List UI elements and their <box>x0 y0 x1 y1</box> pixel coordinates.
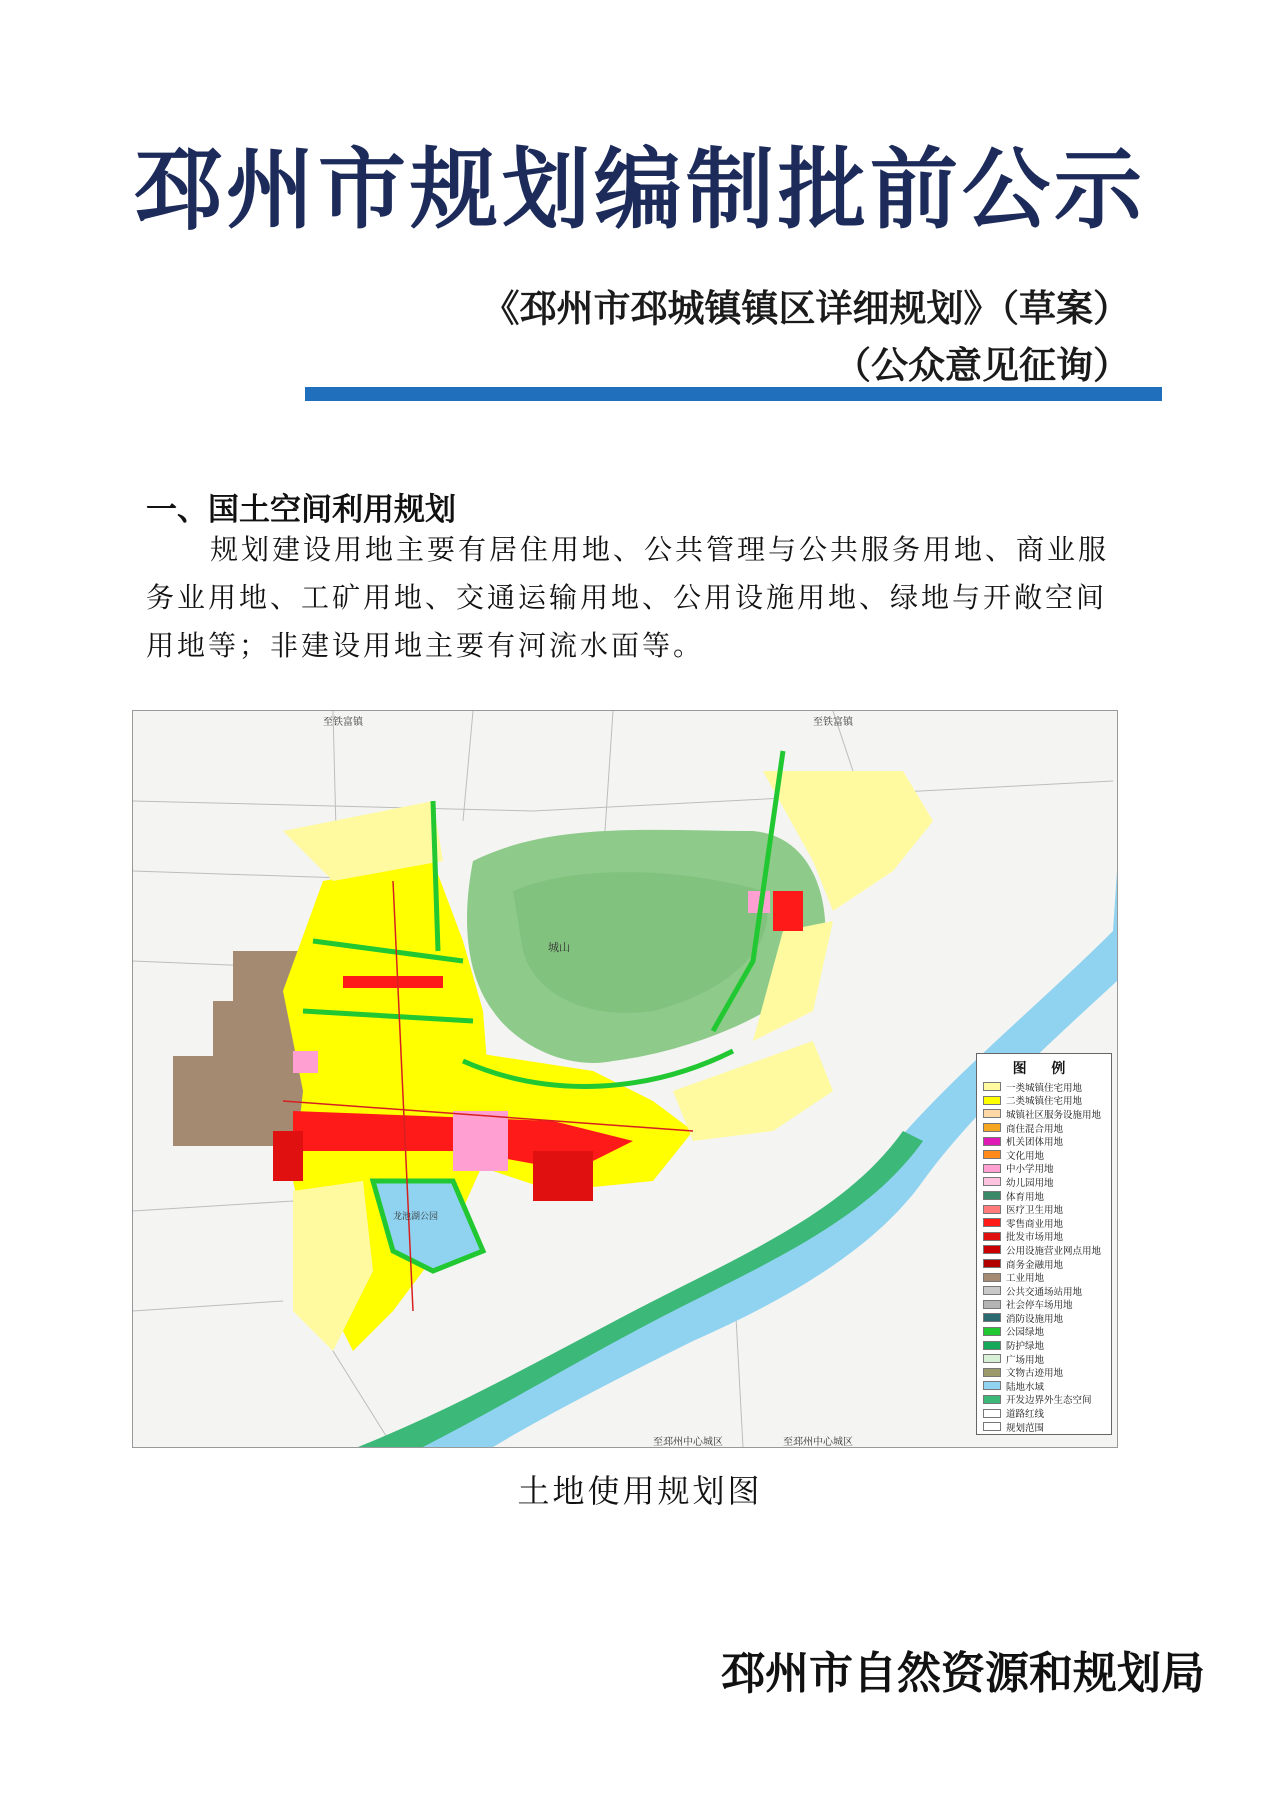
legend-label: 道路红线 <box>1006 1409 1045 1421</box>
legend-label: 幼儿园用地 <box>1006 1177 1054 1189</box>
legend-item <box>977 1216 1111 1230</box>
legend-label: 防护绿地 <box>1006 1341 1045 1353</box>
legend-item <box>977 1298 1111 1312</box>
legend-swatch <box>983 1286 1001 1295</box>
legend-swatch <box>983 1137 1001 1146</box>
page-title: 邳州市规划编制批前公示 <box>133 137 1146 241</box>
legend-swatch <box>983 1327 1001 1336</box>
legend-item <box>977 1311 1111 1325</box>
title-divider <box>305 387 1162 401</box>
legend-swatch <box>983 1164 1001 1173</box>
legend-label: 文物古迹用地 <box>1006 1368 1064 1380</box>
legend-label: 公共交通场站用地 <box>1006 1286 1083 1298</box>
legend-title: 图 例 <box>1012 1061 1076 1077</box>
legend-label: 社会停车场用地 <box>1006 1300 1073 1312</box>
legend-swatch <box>983 1232 1001 1241</box>
legend-item <box>977 1379 1111 1393</box>
legend-label: 规划范围 <box>1006 1422 1045 1434</box>
legend-item <box>977 1325 1111 1339</box>
map-label-north-west: 至铁富镇 <box>323 717 363 728</box>
legend-label: 体育用地 <box>1006 1191 1045 1203</box>
legend-swatch <box>983 1150 1001 1159</box>
legend-item <box>977 1230 1111 1244</box>
legend-swatch <box>983 1300 1001 1309</box>
legend-label: 消防设施用地 <box>1006 1313 1064 1325</box>
legend-item <box>977 1107 1111 1121</box>
legend-swatch <box>983 1109 1001 1118</box>
legend-swatch <box>983 1341 1001 1350</box>
plan-name: 《邳州市邳城镇镇区详细规划》（草案） <box>482 286 1130 330</box>
legend-item <box>977 1406 1111 1420</box>
legend-item <box>977 1393 1111 1407</box>
legend-swatch <box>983 1218 1001 1227</box>
legend-label: 医疗卫生用地 <box>1006 1205 1064 1217</box>
legend-item <box>977 1202 1111 1216</box>
map-label-north-east: 至铁富镇 <box>813 717 853 728</box>
legend-swatch <box>983 1273 1001 1282</box>
legend-swatch <box>983 1395 1001 1404</box>
legend-swatch <box>983 1082 1001 1091</box>
legend-item <box>977 1080 1111 1094</box>
legend-label: 一类城镇住宅用地 <box>1006 1082 1083 1094</box>
legend-label: 中小学用地 <box>1006 1164 1054 1176</box>
legend-item <box>977 1094 1111 1108</box>
legend-item <box>977 1121 1111 1135</box>
legend-item <box>977 1189 1111 1203</box>
legend-label: 陆地水域 <box>1006 1381 1045 1393</box>
legend-item <box>977 1270 1111 1284</box>
legend-label: 公园绿地 <box>1006 1327 1045 1339</box>
legend-swatch <box>983 1313 1001 1322</box>
legend-label: 批发市场用地 <box>1006 1232 1064 1244</box>
legend-item <box>977 1352 1111 1366</box>
consultation-note: （公众意见征询） <box>834 343 1130 387</box>
map-label-south-east: 至邳州中心城区 <box>783 1437 853 1448</box>
legend-item <box>977 1243 1111 1257</box>
legend-swatch <box>983 1354 1001 1363</box>
legend-swatch <box>983 1245 1001 1254</box>
map-label-south-west: 至邳州中心城区 <box>653 1437 723 1448</box>
legend-item <box>977 1162 1111 1176</box>
map-caption: 土地使用规划图 <box>517 1472 763 1510</box>
legend-swatch <box>983 1381 1001 1390</box>
legend-item <box>977 1338 1111 1352</box>
legend-item <box>977 1365 1111 1379</box>
legend-items <box>977 1080 1111 1433</box>
legend-label: 城镇社区服务设施用地 <box>1006 1109 1102 1121</box>
issuing-authority: 邳州市自然资源和规划局 <box>721 1648 1205 1699</box>
legend-swatch <box>983 1409 1001 1418</box>
section-paragraph: 规划建设用地主要有居住用地、公共管理与公共服务用地、商业服务业用地、工矿用地、交通运输用地、公用设施用地、绿地与开敞空间用地等；非建设用地主要有河流水面等。 <box>146 533 1110 662</box>
map-drawing <box>133 711 1117 1447</box>
legend-swatch <box>983 1422 1001 1431</box>
svg-text:城山: 城山 <box>548 941 570 954</box>
section-heading: 一、国土空间利用规划 <box>146 492 456 528</box>
legend-label: 公用设施营业网点用地 <box>1006 1245 1102 1257</box>
svg-text:龙池湖公园: 龙池湖公园 <box>393 1212 439 1222</box>
legend-swatch <box>983 1205 1001 1214</box>
legend-label: 商住混合用地 <box>1006 1123 1064 1135</box>
legend-swatch <box>983 1096 1001 1105</box>
legend-swatch <box>983 1368 1001 1377</box>
legend-item <box>977 1134 1111 1148</box>
legend-label: 零售商业用地 <box>1006 1218 1064 1230</box>
legend-swatch <box>983 1191 1001 1200</box>
legend-item <box>977 1148 1111 1162</box>
legend-item <box>977 1420 1111 1434</box>
map-legend <box>976 1053 1112 1435</box>
legend-label: 工业用地 <box>1006 1273 1045 1285</box>
legend-swatch <box>983 1177 1001 1186</box>
legend-swatch <box>983 1123 1001 1132</box>
legend-item <box>977 1284 1111 1298</box>
legend-item <box>977 1175 1111 1189</box>
legend-label: 广场用地 <box>1006 1354 1045 1366</box>
legend-swatch <box>983 1259 1001 1268</box>
legend-label: 二类城镇住宅用地 <box>1006 1096 1083 1108</box>
legend-label: 文化用地 <box>1006 1150 1045 1162</box>
legend-label: 商务金融用地 <box>1006 1259 1064 1271</box>
legend-label: 开发边界外生态空间 <box>1006 1395 1092 1407</box>
legend-item <box>977 1257 1111 1271</box>
legend-label: 机关团体用地 <box>1006 1137 1064 1149</box>
land-use-map[interactable] <box>132 710 1118 1448</box>
